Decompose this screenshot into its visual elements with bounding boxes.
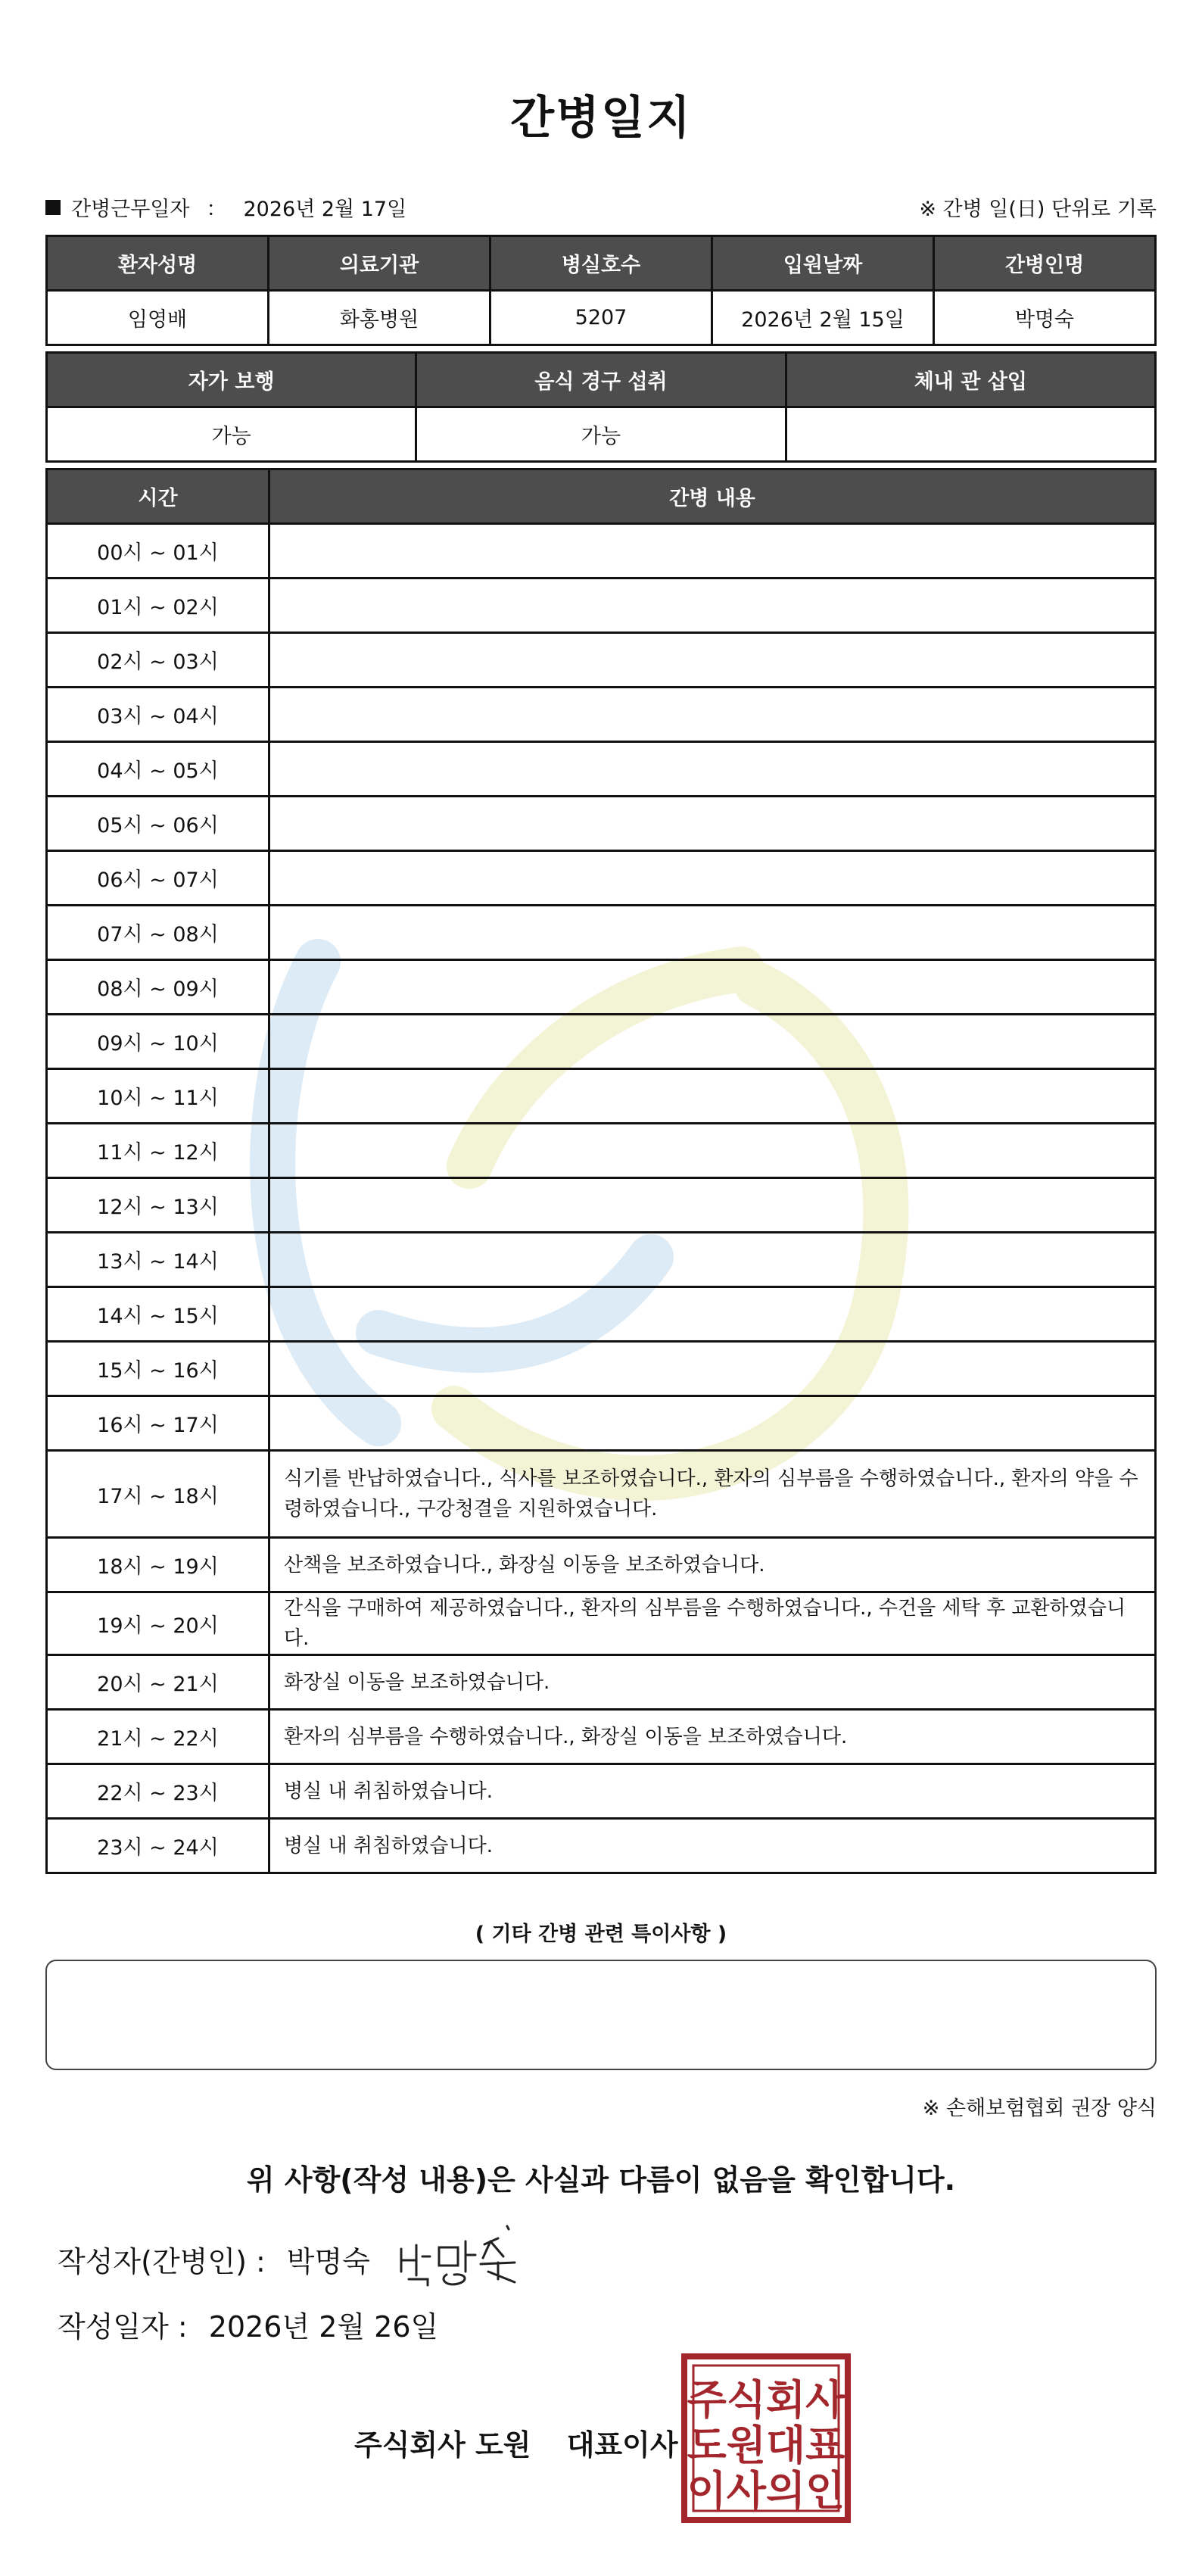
time-cell: 12시 ~ 13시	[47, 1178, 269, 1233]
writer-name: 박명숙	[286, 2245, 370, 2278]
table-row	[47, 1710, 1156, 1764]
header-hospital: 의료기관	[269, 236, 490, 291]
time-cell: 23시 ~ 24시	[47, 1819, 269, 1873]
content-cell: 병실 내 취침하였습니다.	[269, 1764, 1156, 1819]
content-cell	[269, 633, 1156, 688]
table-row	[47, 1764, 1156, 1819]
table-row	[47, 1655, 1156, 1710]
time-cell: 06시 ~ 07시	[47, 851, 269, 906]
room-number: 5207	[490, 291, 712, 345]
table-row	[47, 688, 1156, 742]
header-self-walking: 자가 보행	[47, 353, 416, 407]
seal-line-2: 도원대표	[687, 2422, 845, 2469]
content-cell	[269, 1069, 1156, 1124]
time-cell: 22시 ~ 23시	[47, 1764, 269, 1819]
content-cell	[269, 906, 1156, 960]
time-cell: 11시 ~ 12시	[47, 1124, 269, 1178]
table-row	[47, 1396, 1156, 1451]
content-cell	[269, 1342, 1156, 1396]
header-time: 시간	[47, 469, 269, 524]
patient-status-table	[45, 351, 1157, 463]
table-row	[47, 524, 1156, 579]
time-cell: 07시 ~ 08시	[47, 906, 269, 960]
patient-name: 임영배	[47, 291, 269, 345]
content-cell	[269, 1233, 1156, 1287]
content-cell	[269, 960, 1156, 1015]
time-cell: 16시 ~ 17시	[47, 1396, 269, 1451]
time-cell: 18시 ~ 19시	[47, 1538, 269, 1592]
content-cell	[269, 797, 1156, 851]
time-cell: 03시 ~ 04시	[47, 688, 269, 742]
time-cell: 20시 ~ 21시	[47, 1655, 269, 1710]
admission-date: 2026년 2월 15일	[712, 291, 934, 345]
table-row	[47, 742, 1156, 797]
table-row	[47, 1538, 1156, 1592]
content-cell: 식기를 반납하였습니다., 식사를 보조하였습니다., 환자의 심부름을 수행하였습니다., 환자의 약을 수령하였습니다., 구강청결을 지원하였습니다.	[269, 1451, 1156, 1538]
special-notes-box	[45, 1960, 1157, 2070]
header-room: 병실호수	[490, 236, 712, 291]
table-row	[47, 1015, 1156, 1069]
content-cell	[269, 742, 1156, 797]
written-date-value: 2026년 2월 26일	[208, 2310, 439, 2344]
content-cell	[269, 688, 1156, 742]
special-notes-title: ( 기타 간병 관련 특이사항 )	[475, 1923, 727, 1946]
content-cell	[269, 524, 1156, 579]
record-note: ※ 간병 일(日) 단위로 기록	[919, 198, 1157, 221]
table-row	[47, 1233, 1156, 1287]
table-row	[47, 633, 1156, 688]
content-cell: 화장실 이동을 보조하였습니다.	[269, 1655, 1156, 1710]
table-row	[47, 960, 1156, 1015]
writer-line	[58, 2238, 370, 2280]
content-cell	[269, 1178, 1156, 1233]
caregiver-name: 박명숙	[934, 291, 1156, 345]
oral-intake: 가능	[416, 407, 786, 462]
content-cell: 산책을 보조하였습니다., 화장실 이동을 보조하였습니다.	[269, 1538, 1156, 1592]
content-cell: 환자의 심부름을 수행하였습니다., 화장실 이동을 보조하였습니다.	[269, 1710, 1156, 1764]
tube-insertion	[786, 407, 1155, 462]
table-row	[47, 1124, 1156, 1178]
handwritten-signature	[394, 2219, 530, 2287]
work-date-label: 간병근무일자	[71, 198, 190, 221]
time-cell: 14시 ~ 15시	[47, 1287, 269, 1342]
confirmation-statement: 위 사항(작성 내용)은 사실과 다름이 없음을 확인합니다.	[246, 2163, 956, 2197]
header-care-content: 간병 내용	[269, 469, 1156, 524]
header-caregiver-name: 간병인명	[934, 236, 1156, 291]
content-cell	[269, 579, 1156, 633]
content-cell	[269, 851, 1156, 906]
table-row	[47, 579, 1156, 633]
time-cell: 09시 ~ 10시	[47, 1015, 269, 1069]
table-row	[47, 797, 1156, 851]
page-title: 간병일지	[510, 92, 692, 145]
hospital: 화홍병원	[269, 291, 490, 345]
table-row	[47, 1342, 1156, 1396]
company-seal-stamp	[681, 2353, 851, 2523]
table-row	[47, 1819, 1156, 1873]
time-cell: 04시 ~ 05시	[47, 742, 269, 797]
table-row	[47, 851, 1156, 906]
patient-info-table	[45, 235, 1157, 346]
work-date	[45, 192, 406, 222]
time-cell: 01시 ~ 02시	[47, 579, 269, 633]
time-cell: 13시 ~ 14시	[47, 1233, 269, 1287]
writer-label: 작성자(간병인) :	[58, 2245, 266, 2278]
care-log-table	[45, 468, 1157, 1874]
self-walking: 가능	[47, 407, 416, 462]
content-cell	[269, 1124, 1156, 1178]
seal-line-3: 이사의인	[687, 2467, 845, 2515]
company-name: 주식회사 도원	[354, 2428, 531, 2462]
time-cell: 05시 ~ 06시	[47, 797, 269, 851]
content-cell	[269, 1015, 1156, 1069]
company-representative: 대표이사	[566, 2428, 678, 2462]
time-cell: 15시 ~ 16시	[47, 1342, 269, 1396]
content-cell: 병실 내 취침하였습니다.	[269, 1819, 1156, 1873]
work-date-value: 2026년 2월 17일	[243, 198, 407, 221]
table-row	[47, 1287, 1156, 1342]
table-row	[47, 1069, 1156, 1124]
table-row	[47, 1592, 1156, 1655]
header-oral-intake: 음식 경구 섭취	[416, 353, 786, 407]
square-bullet-icon	[45, 200, 61, 215]
time-cell: 21시 ~ 22시	[47, 1710, 269, 1764]
table-row	[47, 906, 1156, 960]
seal-line-1: 주식회사	[687, 2376, 845, 2424]
header-tube-insertion: 체내 관 삽입	[786, 353, 1155, 407]
content-cell	[269, 1287, 1156, 1342]
written-date-line	[58, 2303, 438, 2345]
written-date-label: 작성일자 :	[58, 2310, 188, 2344]
table-row	[47, 1178, 1156, 1233]
recommended-form-note: ※ 손해보험협회 권장 양식	[922, 2097, 1157, 2120]
header-admission-date: 입원날짜	[712, 236, 934, 291]
time-cell: 17시 ~ 18시	[47, 1451, 269, 1538]
header-patient-name: 환자성명	[47, 236, 269, 291]
content-cell: 간식을 구매하여 제공하였습니다., 환자의 심부름을 수행하였습니다., 수건을 세탁 후 교환하였습니다.	[269, 1592, 1156, 1655]
content-cell	[269, 1396, 1156, 1451]
company-signature-line	[354, 2422, 678, 2463]
work-date-separator: ：	[206, 198, 227, 221]
time-cell: 10시 ~ 11시	[47, 1069, 269, 1124]
table-row	[47, 1451, 1156, 1538]
time-cell: 08시 ~ 09시	[47, 960, 269, 1015]
time-cell: 19시 ~ 20시	[47, 1592, 269, 1655]
time-cell: 00시 ~ 01시	[47, 524, 269, 579]
time-cell: 02시 ~ 03시	[47, 633, 269, 688]
